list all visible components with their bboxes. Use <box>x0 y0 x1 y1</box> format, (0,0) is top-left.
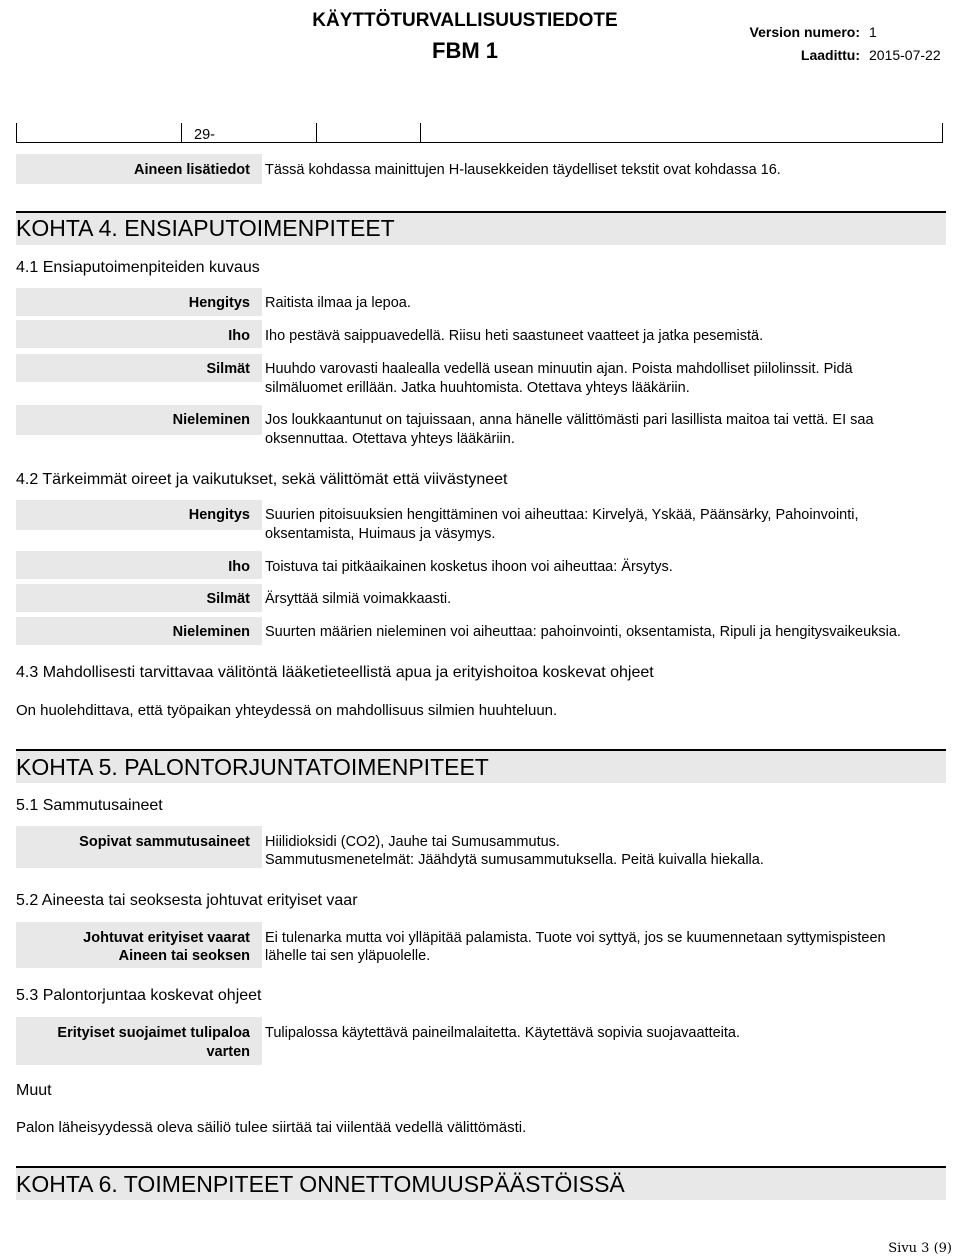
lisatiedot-text: Tässä kohdassa mainittujen H-lausekkeiden täydelliset tekstit ovat kohdassa 16. <box>265 162 781 178</box>
fragment-cell: 29- <box>194 127 215 143</box>
row-text: Huuhdo varovasti haalealla vedellä usean minuutin ajan. Poista mahdolliset piilolinssit. Pidä <box>265 361 853 377</box>
row-label-aineen-seoksen: Aineen tai seoksen <box>118 948 250 964</box>
section-4-title: KOHTA 4. ENSIAPUTOIMENPITEET <box>16 215 395 241</box>
subsection-4-3-text: On huolehdittava, että työpaikan yhteydessä on mahdollisuus silmien huuhteluun. <box>16 702 558 719</box>
row-text: Hiilidioksidi (CO2), Jauhe tai Sumusammutus. <box>265 834 560 850</box>
row-text: Tulipalossa käytettävä paineilmalaitetta. Käytettävä sopivia suojavaatteita. <box>265 1025 741 1041</box>
row-label-iho: Iho <box>228 328 250 344</box>
row-text: Suurien pitoisuuksien hengittäminen voi aiheuttaa: Kirvelyä, Yskää, Päänsärky, Pahoinvointi, <box>265 507 859 523</box>
row-label-hengitys: Hengitys <box>188 295 250 311</box>
row-text: Ei tulenarka mutta voi ylläpitää palamista. Tuote voi syttyä, jos se kuumennetaan syttymispisteen <box>265 930 886 946</box>
row-label-iho: Iho <box>228 559 250 575</box>
subsection-5-2-title: 5.2 Aineesta tai seoksesta johtuvat erityiset vaar <box>16 892 358 909</box>
row-text: Raitista ilmaa ja lepoa. <box>265 295 411 311</box>
row-label-hengitys: Hengitys <box>188 507 250 523</box>
section-5-title: KOHTA 5. PALONTORJUNTATOIMENPITEET <box>16 754 489 780</box>
subsection-4-2-title: 4.2 Tärkeimmät oireet ja vaikutukset, sekä välittömät että viivästyneet <box>16 471 508 488</box>
row-text: Jos loukkaantunut on tajuissaan, anna hänelle välittömästi pari lasillista maitoa tai vettä. EI saa <box>265 412 874 428</box>
row-text: silmäluomet erillään. Jatka huuhtomista. Otettava yhteys lääkäriin. <box>265 380 690 396</box>
lisatiedot-label: Aineen lisätiedot <box>133 162 250 178</box>
row-text: lähelle tai sen yläpuolelle. <box>265 948 431 964</box>
subsection-4-1-title: 4.1 Ensiaputoimenpiteiden kuvaus <box>16 259 260 276</box>
muut-text: Palon läheisyydessä oleva säiliö tulee siirtää tai viilentää vedellä välittömästi. <box>16 1119 527 1136</box>
document-title: KÄYTTÖTURVALLISUUSTIEDOTE <box>312 10 618 31</box>
row-text: Suurten määrien nieleminen voi aiheuttaa: pahoinvointi, oksentamista, Ripuli ja hengitysvaikeuksia. <box>265 624 901 640</box>
section-6-title: KOHTA 6. TOIMENPITEET ONNETTOMUUSPÄÄSTÖISSÄ <box>16 1171 625 1197</box>
row-label-sopivat-sammutusaineet: Sopivat sammutusaineet <box>79 834 250 850</box>
date-label: Laadittu: <box>800 47 860 63</box>
subsection-4-3-title: 4.3 Mahdollisesti tarvittavaa välitöntä lääketieteellistä apua ja erityishoitoa koskevat ohjeet <box>16 664 654 681</box>
page-number: Sivu 3 (9) <box>888 1241 952 1256</box>
date-value: 2015-07-22 <box>869 47 941 63</box>
row-label-varten: varten <box>206 1044 250 1060</box>
row-label-silmat: Silmät <box>206 361 250 377</box>
subsection-5-1-title: 5.1 Sammutusaineet <box>16 797 163 814</box>
product-name: FBM 1 <box>432 38 498 63</box>
row-label-silmat: Silmät <box>206 591 250 607</box>
row-text: oksennuttaa. Otettava yhteys lääkäriin. <box>265 431 515 447</box>
subsection-5-3-title: 5.3 Palontorjuntaa koskevat ohjeet <box>16 987 262 1004</box>
row-label-nieleminen: Nieleminen <box>172 624 250 640</box>
row-label-erityiset-suojaimet: Erityiset suojaimet tulipaloa <box>57 1025 250 1041</box>
row-text: Iho pestävä saippuavedellä. Riisu heti saastuneet vaatteet ja jatka pesemistä. <box>265 328 764 344</box>
row-text: Sammutusmenetelmät: Jäähdytä sumusammutuksella. Peitä kuivalla hiekalla. <box>265 852 764 868</box>
row-text: Toistuva tai pitkäaikainen kosketus ihoon voi aiheuttaa: Ärsytys. <box>265 559 673 575</box>
row-label-nieleminen: Nieleminen <box>172 412 250 428</box>
version-value: 1 <box>869 24 877 40</box>
version-label: Version numero: <box>749 24 860 40</box>
muut-title: Muut <box>16 1082 52 1099</box>
row-label-johtuvat-vaarat: Johtuvat erityiset vaarat <box>83 930 250 946</box>
row-text: Ärsyttää silmiä voimakkaasti. <box>265 591 452 607</box>
row-text: oksentamista, Huimaus ja väsymys. <box>265 526 496 542</box>
